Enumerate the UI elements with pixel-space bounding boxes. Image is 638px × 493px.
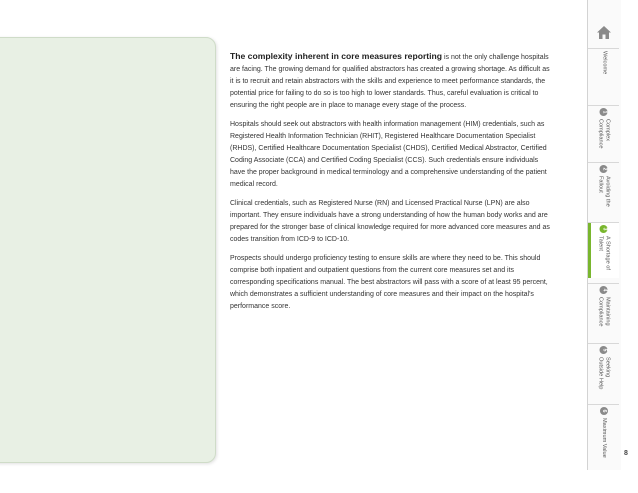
tab-label: A Shortage of Talent (598, 236, 611, 270)
tab-seeking-outside-help[interactable] (588, 343, 619, 399)
page-number: 8 (624, 450, 628, 457)
paragraph-4: Prospects should undergo proficiency testing to ensure skills are where they need to be. This should comprise both inpatient and outpatient questions from the current core measures set and its corresponding specifications manual. The best abstractors will pass with a score of at least 95 percent, which demonstrates a sufficient understanding of core measures and their impact on the hospital's performance score. (230, 255, 548, 310)
home-icon (596, 25, 612, 40)
tab-number-badge: 4 (600, 286, 608, 294)
tab-label: Welcome (601, 51, 608, 75)
tab-number-badge: 3 (600, 225, 608, 233)
tab-welcome[interactable] (588, 48, 619, 104)
tab-number-badge: 1 (600, 108, 608, 116)
tab-avoiding-the-fallout[interactable] (588, 162, 619, 218)
tab-maintaining-compliance[interactable] (588, 283, 619, 339)
lead-heading: The complexity inherent in core measures reporting (230, 51, 443, 61)
paragraph-3: Clinical credentials, such as Registered Nurse (RN) and Licensed Practical Nurse (LPN) are also important. They ensure individuals have a strong understanding of how the human body works and are prepared for the stronger base of clinical knowledge required for more advanced core measures and as codes transition from ICD-9 to ICD-10. (230, 200, 550, 243)
tab-label: Seeking Outside Help (598, 357, 611, 390)
tab-label: Complex Compliance (598, 119, 611, 149)
tab-maximum-value[interactable] (588, 404, 619, 460)
side-panel (0, 37, 216, 463)
article-body (230, 50, 552, 320)
paragraph-2: Hospitals should seek out abstractors with health information management (HIM) credentials, such as Registered Health Information Technician (RHIT), Registered Healthcare Documentation Specialist (RHDS), Certified Healthcare Documentation Specialist (CHDS), Certified Medical Abstractor, Certified Coding Associate (CCA) and Certified Coding Specialist (CCS). Such credentials ensure individuals have the proper background in medical terminology and a comprehensive understanding of the patient medical record. (230, 121, 547, 188)
tab-a-shortage-of-talent[interactable] (588, 222, 619, 278)
tab-number-badge: 6 (600, 407, 608, 415)
paragraph-1 (230, 50, 552, 112)
home-button[interactable] (588, 18, 619, 46)
tab-complex-compliance[interactable] (588, 105, 619, 161)
tab-label: Avoiding the Fallout (598, 176, 611, 207)
tab-label: Maximum Value (601, 418, 608, 458)
tab-label: Maintaining Compliance (598, 297, 611, 327)
tab-number-badge: 2 (600, 165, 608, 173)
lead-text: is not the only challenge hospitals are facing. The growing demand for qualified abstractors has created a growing shortage. As difficult as it is to recruit and retain abstractors with the skills and experience to meet performance standards, the potential price for failing to do so is too high to lower standards. Thus, careful evaluation is critical to ensuring the right people are in place to manage every stage of the process. (230, 54, 550, 109)
tab-number-badge: 5 (600, 346, 608, 354)
